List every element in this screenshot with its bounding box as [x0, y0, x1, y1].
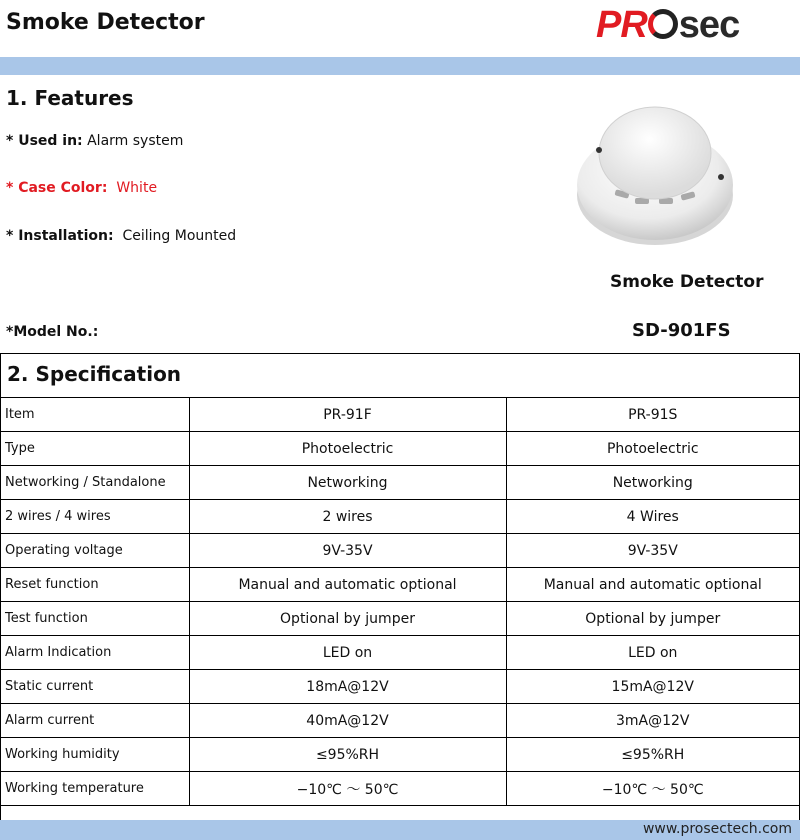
- table-row: Test function Optional by jumper Optional by jumper: [1, 602, 799, 636]
- page-header: [0, 0, 800, 56]
- smoke-detector-image: [575, 95, 735, 250]
- table-row: Item PR-91F PR-91S: [1, 398, 799, 432]
- prosec-logo: PR sec: [596, 4, 740, 46]
- table-row: Working temperature −10℃ ～ 50℃ −10℃ ～ 50℃: [1, 772, 799, 806]
- page-title: Smoke Detector: [6, 10, 205, 35]
- header-divider-bar: [0, 57, 800, 75]
- table-row: Static current 18mA@12V 15mA@12V: [1, 670, 799, 704]
- model-value: SD-901FS: [632, 320, 731, 341]
- specification-section: [0, 353, 800, 821]
- product-caption: Smoke Detector: [610, 272, 764, 292]
- specification-title: 2. Specification: [7, 362, 182, 386]
- table-row: Operating voltage 9V-35V 9V-35V: [1, 534, 799, 568]
- table-row: 2 wires / 4 wires 2 wires 4 Wires: [1, 500, 799, 534]
- table-row: Working humidity ≤95%RH ≤95%RH: [1, 738, 799, 772]
- website-link[interactable]: www.prosectech.com: [642, 821, 792, 837]
- feature-used-in: * Used in: Alarm system: [6, 133, 184, 149]
- table-row: Alarm Indication LED on LED on: [1, 636, 799, 670]
- specification-table: [1, 397, 799, 806]
- table-row: Type Photoelectric Photoelectric: [1, 432, 799, 466]
- logo-o-ring-icon: [648, 9, 678, 39]
- feature-installation: * Installation: Ceiling Mounted: [6, 228, 237, 244]
- feature-case-color: * Case Color: White: [6, 180, 158, 196]
- footer-bar: [0, 820, 800, 840]
- table-row: Networking / Standalone Networking Networking: [1, 466, 799, 500]
- table-row: Alarm current 40mA@12V 3mA@12V: [1, 704, 799, 738]
- features-title: 1. Features: [6, 86, 134, 110]
- model-label: *Model No.:: [6, 324, 99, 340]
- table-row: Reset function Manual and automatic optional Manual and automatic optional: [1, 568, 799, 602]
